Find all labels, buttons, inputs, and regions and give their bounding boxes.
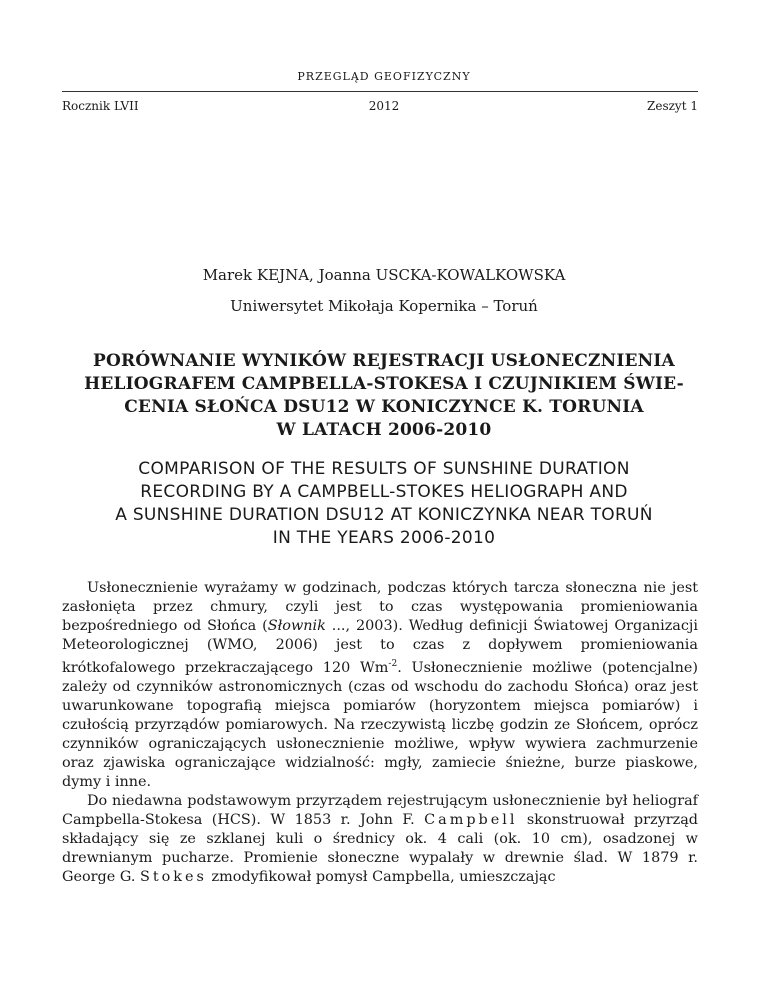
spaced-name: Campbell: [424, 811, 518, 828]
title-en-line: RECORDING BY A CAMPBELL-STOKES HELIOGRAPH AND: [140, 482, 628, 502]
title-pl-line: W LATACH 2006-2010: [276, 420, 492, 440]
superscript: -2: [388, 659, 398, 669]
title-pl-line: CENIA SŁOŃCA DSU12 W KONICZYNCE K. TORUNIA: [124, 397, 644, 417]
authors: Marek KEJNA, Joanna USCKA-KOWALKOWSKA: [202, 266, 566, 284]
title-en-line: A SUNSHINE DURATION DSU12 AT KONICZYNKA NEAR TORUŃ: [115, 505, 653, 525]
title-polish: [60, 350, 708, 442]
volume-label: Rocznik LVII: [62, 99, 139, 113]
title-en-line: IN THE YEARS 2006-2010: [272, 528, 496, 548]
title-en-line: COMPARISON OF THE RESULTS OF SUNSHINE DURATION: [138, 459, 630, 479]
affiliation: Uniwersytet Mikołaja Kopernika – Toruń: [230, 297, 538, 315]
year-label: 2012: [368, 99, 400, 113]
body-text: [62, 579, 698, 887]
paragraph-1: Usłonecznienie wyrażamy w godzinach, podczas których tarcza słoneczna nie jest zasłonięta przez chmury, czyli jest to czas występowania promieniowania bezpośredniego od Słońca (Słownik ..., 2003). Według definicji Światowej Organizacji Meteorologicznej (WMO, 2006) jest to czas z dopływem promieniowania krótkofalowego przekraczającego 120 $Wm^{-2}$. Usłonecznienie możliwe (potencjalne) zależy od czynników astronomicznych (czas od wschodu do zachodu Słońca) oraz jest uwarunkowane topografią miejsca pomiarów (horyzontem miejsca pomiarów) i czułością przyrządów pomiarowych. Na rzeczywistą liczbę godzin ze Słońcem, oprócz czynników ograniczających usłonecznienie możliwe, wpływ wywiera zachmurzenie oraz zjawiska ograniczające widzialność: mgły, zamiecie śnieżne, burze piaskowe, dymy i inne.: [62, 580, 698, 790]
paragraph-2: Do niedawna podstawowym przyrządem rejestrującym usłonecznienie był heliograf Campbella-Stokesa (HCS). W 1853 r. John F. Campbell skonstruował przyrząd składający się ze szklanej kuli o średnicy ok. 4 cali (ok. 10 cm), osadzonej w drewnianym pucharze. Promienie słoneczne wypalały w drewnie ślad. W 1879 r. George G. Stokes zmodyfikował pomysł Campbella, umieszczając: [62, 792, 698, 885]
title-english: [60, 458, 708, 550]
issue-label: Zeszyt 1: [647, 99, 698, 113]
spaced-name: Stokes: [140, 868, 207, 885]
header-rule: [62, 91, 698, 92]
journal-title: PRZEGLĄD GEOFIZYCZNY: [297, 70, 471, 83]
title-pl-line: HELIOGRAFEM CAMPBELLA-STOKESA I CZUJNIKIEM ŚWIE-: [84, 374, 684, 394]
title-pl-line: PORÓWNANIE WYNIKÓW REJESTRACJI USŁONECZNIENIA: [93, 351, 675, 371]
citation-italic: Słownik: [267, 618, 326, 634]
